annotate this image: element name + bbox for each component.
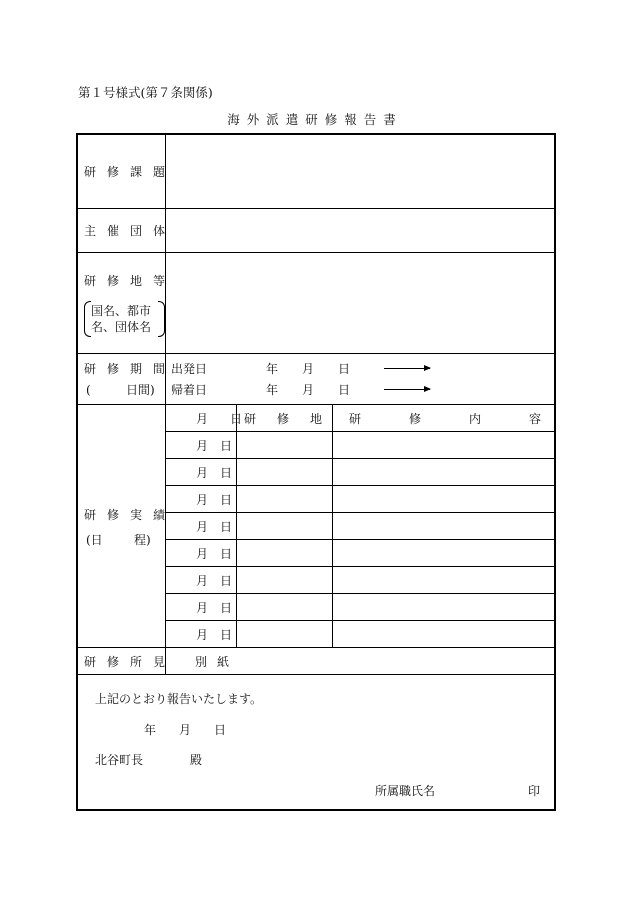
honorific: 殿 [190,753,203,767]
schedule-header-place: 研修地 [244,412,344,426]
schedule-month: 月 [196,601,209,615]
row-label-organizer: 主催団体 [84,224,177,238]
schedule-month: 月 [196,466,209,480]
footer-year: 年 [144,723,157,737]
return-year: 年 [266,383,279,397]
schedule-day: 日 [220,547,233,561]
schedule-day: 日 [220,574,233,588]
schedule-header-content: 研修内容 [349,412,590,426]
depart-label: 出発日 [171,362,208,376]
location-field[interactable] [170,256,550,349]
schedule-row-divider [165,485,555,486]
schedule-day: 日 [220,439,233,453]
depart-day: 日 [338,362,351,376]
results-sub-open: (日 [86,533,103,547]
name-label: 所属職氏名 [375,784,436,798]
return-month: 月 [302,383,315,397]
period-days-label: 日間) [126,383,155,397]
place-column-divider [332,404,333,647]
schedule-row-divider [165,566,555,567]
organizer-field[interactable] [170,212,550,248]
row-divider [77,647,555,648]
period-paren-open: ( [86,383,91,397]
row-label-results: 研修実績 [84,508,177,522]
row-label-topic: 研修課題 [84,165,177,179]
schedule-month: 月 [196,574,209,588]
schedule-day: 日 [220,601,233,615]
addressee: 北谷町長 [95,753,144,767]
topic-field[interactable] [170,138,550,204]
schedule-day: 日 [220,493,233,507]
depart-month: 月 [302,362,315,376]
schedule-row-divider [165,593,555,594]
footer-month: 月 [179,723,192,737]
document-title: 海外派遣研修報告書 [227,112,403,127]
seal-mark: 印 [528,784,541,798]
arrow-right-icon [384,368,430,369]
footer-day: 日 [214,723,227,737]
row-label-findings: 研修所見 [84,655,177,669]
return-label: 帰着日 [171,383,208,397]
row-divider [77,353,555,354]
schedule-month: 月 [196,439,209,453]
schedule-month: 月 [196,628,209,642]
statement-text: 上記のとおり報告いたします。 [95,692,263,706]
schedule-header-date: 月日 [196,412,265,426]
label-column-divider [165,134,166,674]
row-label-location: 研修地等 [84,274,177,288]
schedule-row-divider [165,431,555,432]
schedule-row-divider [165,539,555,540]
row-divider [77,252,555,253]
form-number-label: 第１号様式(第７条関係) [78,85,213,100]
schedule-row-divider [165,512,555,513]
schedule-day: 日 [220,628,233,642]
schedule-month: 月 [196,547,209,561]
row-label-period: 研修期間 [84,362,177,376]
row-divider [77,674,555,675]
schedule-month: 月 [196,493,209,507]
location-note-line1: 国名、都市 [91,304,152,318]
row-divider [77,404,555,405]
depart-year: 年 [266,362,279,376]
note-bracket-left [84,301,91,337]
row-divider [77,208,555,209]
schedule-row-divider [165,458,555,459]
schedule-day: 日 [220,466,233,480]
note-bracket-right [158,301,165,337]
schedule-row-divider [165,620,555,621]
date-column-divider [236,404,237,647]
schedule-month: 月 [196,520,209,534]
findings-value: 別紙 [195,655,240,669]
return-day: 日 [338,383,351,397]
results-sub-close: 程) [134,533,151,547]
schedule-day: 日 [220,520,233,534]
arrow-right-icon [384,389,430,390]
location-note-line2: 名、団体名 [91,320,152,334]
